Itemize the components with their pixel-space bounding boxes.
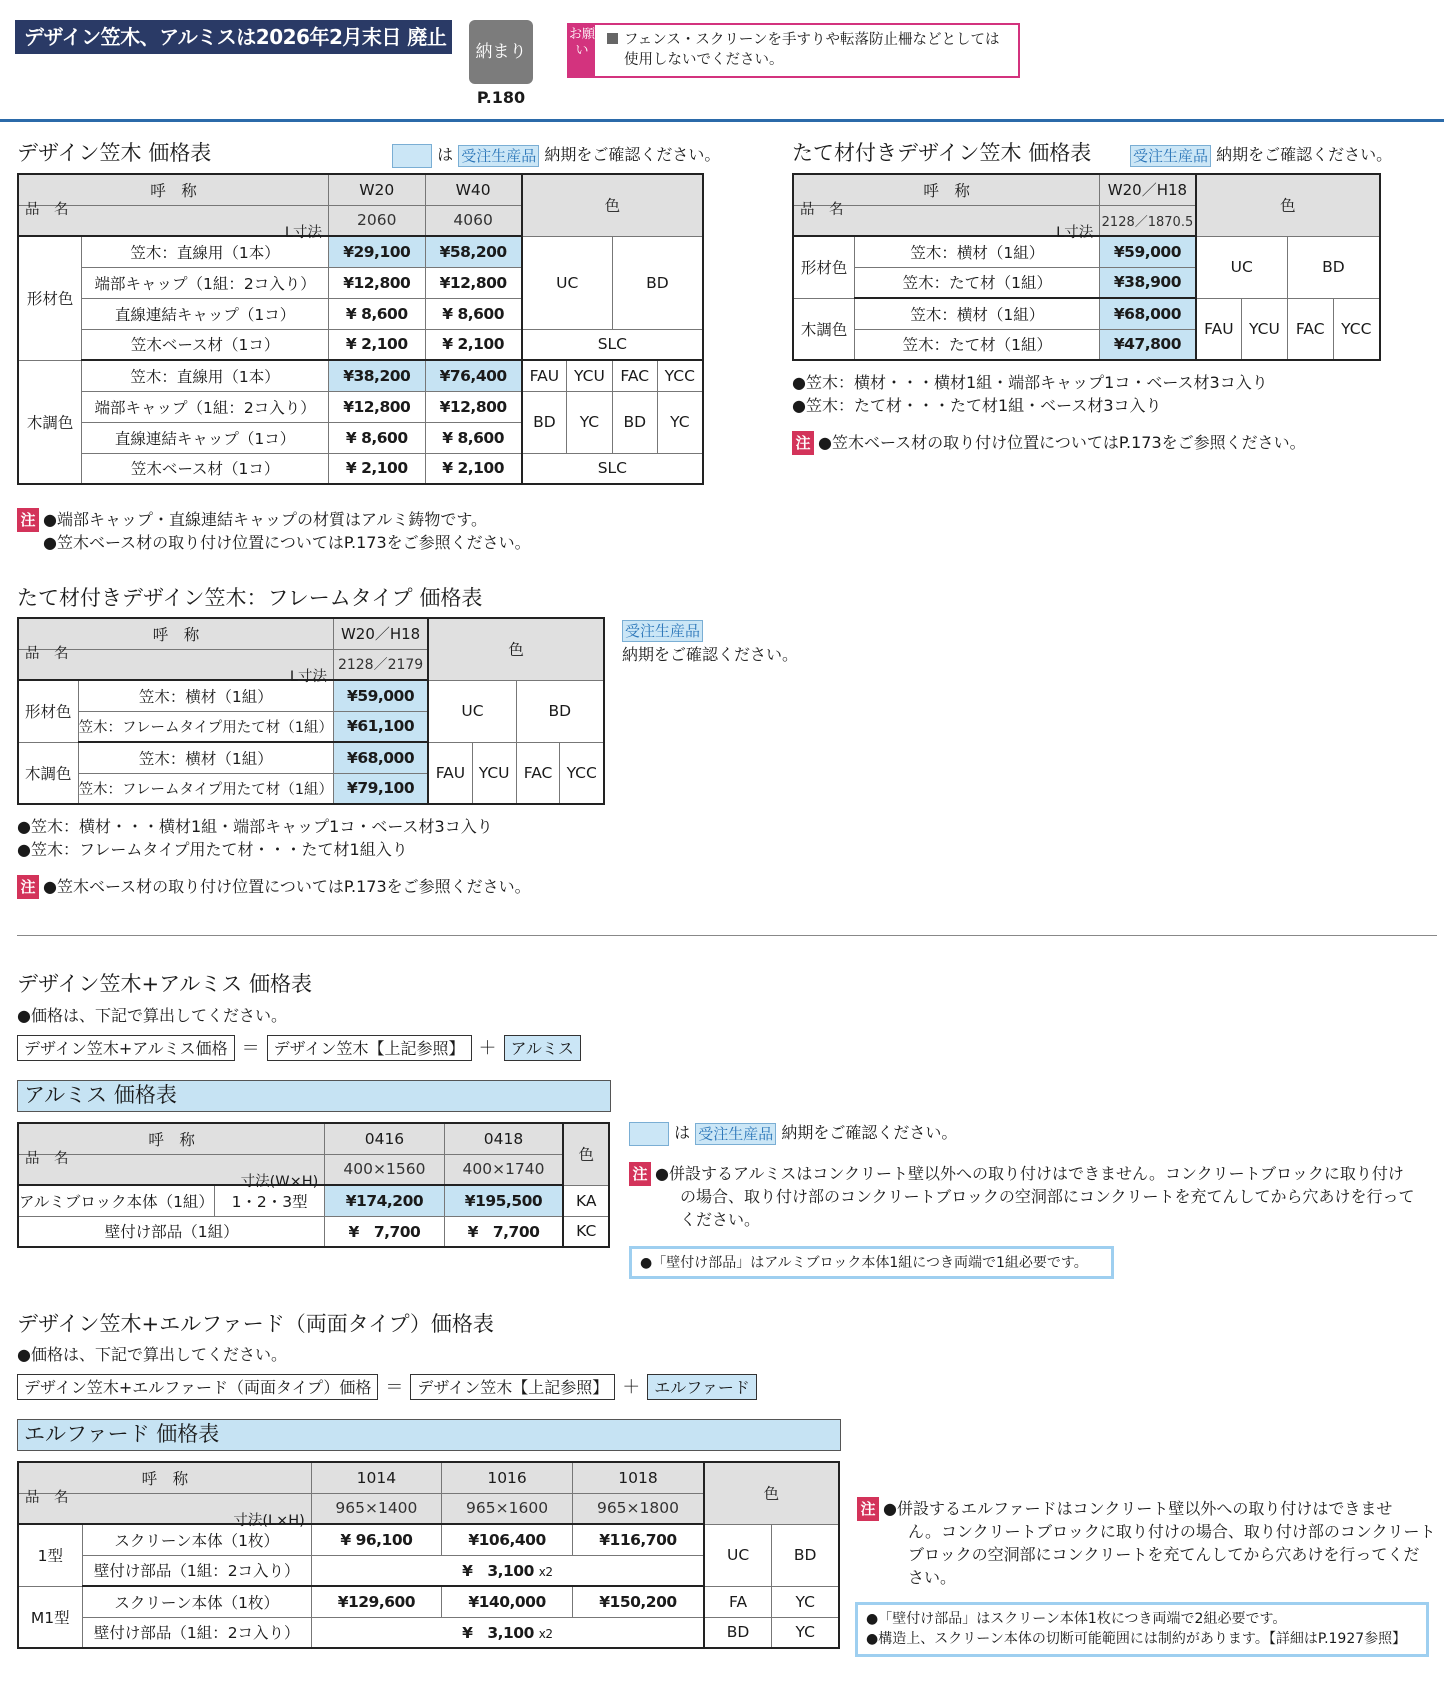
elfard-color: YC [772, 1617, 839, 1648]
request-box [567, 23, 1020, 78]
t1-color: FAC [612, 360, 657, 391]
chu-tag: 注 [792, 431, 814, 455]
t2-color: FAC [1287, 298, 1333, 360]
elfard-col: 1014 [311, 1462, 441, 1493]
t2-note3: 注 ●笠木ベース材の取り付け位置についてはP.173をご参照ください。 [792, 431, 1306, 455]
t3-item: 笠木：横材（1組） [78, 680, 333, 711]
alumis-note-l3: ください。 [680, 1210, 761, 1229]
t3-item: 笠木：横材（1組） [78, 742, 333, 773]
t1-color: UC [522, 236, 613, 329]
t1-color: BD [612, 391, 657, 453]
t2-note1: ●笠木：横材・・・横材1組・端部キャップ1コ・ベース材3コ入り [792, 373, 1268, 392]
t2-title: たて材付きデザイン笠木 価格表 [792, 141, 1092, 165]
elfard-color: BD [704, 1617, 772, 1648]
t2-col: W20／H18 [1100, 174, 1196, 205]
elfard-note: 注 ●併設するエルファードはコンクリート壁以外への取り付けはできませ [857, 1497, 1392, 1521]
t3-price: ¥68,000 [333, 742, 428, 773]
t2-price: ¥38,900 [1100, 267, 1196, 298]
elfard-dim: 965×1800 [573, 1493, 704, 1524]
t2-item: 笠木：横材（1組） [855, 298, 1100, 329]
t3-price: ¥79,100 [333, 773, 428, 804]
t3-color: YCC [560, 742, 604, 804]
t3-table: 呼 称 W20／H18 色 L寸法 品 名 2128／2179 形材色 笠木：横材（1組） ¥59,000 UC BD 笠木：フレームタイプ用たて材（1組） ¥61,100 木調色 笠木：横材（1組） ¥68,000 FAU YCU FAC YCC 笠木：フレームタイプ用たて材（1組） ¥79,100 [17, 617, 605, 805]
t1-price: ¥58,200 [425, 236, 522, 267]
elfard-wall-price: ¥ 3,100 x2 [311, 1617, 703, 1648]
t1-item: 端部キャップ（1組：2コ入り） [82, 267, 329, 298]
t2-item: 笠木：たて材（1組） [855, 267, 1100, 298]
elfard-price: ¥ 96,100 [311, 1524, 441, 1555]
elfard-note-l3: ブロックの空洞部にコンクリートを充てんしてから穴あけを行ってくだ [908, 1545, 1420, 1564]
t3-len: 2128／2179 [333, 649, 428, 680]
alumis-type: 1・2・3型 [214, 1185, 324, 1216]
t2-item: 笠木：たて材（1組） [855, 329, 1100, 360]
request-tag: お願い [569, 25, 595, 76]
t2-legend: 受注生産品 納期をご確認ください。 [1130, 143, 1392, 167]
t3-legend [622, 618, 703, 642]
t2-iro: 色 [1196, 174, 1380, 236]
t1-item: 笠木ベース材（1コ） [82, 329, 329, 360]
t2-item: 笠木：横材（1組） [855, 236, 1100, 267]
alumis-item: 壁付け部品（1組） [18, 1216, 325, 1247]
chu-tag: 注 [629, 1162, 651, 1186]
t1-price: ¥ 2,100 [328, 453, 425, 484]
t3-item: 笠木：フレームタイプ用たて材（1組） [78, 773, 333, 804]
alumis-col: 0418 [444, 1123, 563, 1154]
elfard-col: 1016 [441, 1462, 572, 1493]
elfard-iro: 色 [704, 1462, 839, 1524]
juchu-badge: 受注生産品 [695, 1123, 776, 1145]
alumis-yobi: 呼 称 [18, 1123, 325, 1154]
t3-color: UC [428, 680, 516, 742]
elfard-item: 壁付け部品（1組：2コ入り） [82, 1617, 311, 1648]
alumis-dim: 400×1740 [444, 1154, 563, 1185]
t3-color: FAC [516, 742, 560, 804]
t1-iro: 色 [522, 174, 703, 236]
formula-total: デザイン笠木+エルファード（両面タイプ）価格 [17, 1374, 378, 1400]
alumis-dim: 400×1560 [325, 1154, 444, 1185]
formula-kasagi: デザイン笠木【上記参照】 [410, 1374, 615, 1400]
t3-group-1: 形材色 [18, 680, 78, 742]
chu-tag: 注 [17, 508, 39, 532]
t1-price: ¥12,800 [425, 267, 522, 298]
t2-group-2: 木調色 [793, 298, 855, 360]
t1-notes: 注 ●端部キャップ・直線連結キャップの材質はアルミ鋳物です。 [17, 508, 487, 532]
t1-item: 直線連結キャップ（1コ） [82, 298, 329, 329]
elfard-bar: エルファード 価格表 [17, 1419, 841, 1451]
elfard-price: ¥106,400 [441, 1524, 572, 1555]
header-rule [0, 119, 1444, 122]
t2-price: ¥59,000 [1100, 236, 1196, 267]
t1-price: ¥ 2,100 [425, 453, 522, 484]
t1-item: 端部キャップ（1組：2コ入り） [82, 391, 329, 422]
elfard-col: 1018 [573, 1462, 704, 1493]
elfard-item: スクリーン本体（1枚） [82, 1524, 311, 1555]
alumis-legend: は 受注生産品 納期をご確認ください。 [629, 1121, 957, 1146]
alumis-price: ¥ 7,700 [325, 1216, 444, 1247]
elfard-price: ¥116,700 [573, 1524, 704, 1555]
elfard-group-2: M1型 [18, 1586, 82, 1648]
alumis-note-l2: の場合、取り付け部のコンクリートブロックの空洞部にコンクリートを充てんしてから穴あけを行って [680, 1187, 1415, 1206]
t2-color: BD [1287, 236, 1380, 298]
alumis-note: 注 ●併設するアルミスはコンクリート壁以外への取り付けはできません。コンクリートブロックに取り付け [629, 1162, 1404, 1186]
t1-item: 直線連結キャップ（1コ） [82, 422, 329, 453]
t3-color: YCU [472, 742, 516, 804]
alumis-title: デザイン笠木+アルミス 価格表 [17, 972, 312, 996]
t2-group-1: 形材色 [793, 236, 855, 298]
t3-yobi: 呼 称 [18, 618, 333, 649]
t3-group-2: 木調色 [18, 742, 78, 804]
alumis-calc: ●価格は、下記で算出してください。 [17, 1006, 287, 1025]
elfard-formula: デザイン笠木+エルファード（両面タイプ）価格 ＝ デザイン笠木【上記参照】 ＋ エルファード [17, 1374, 757, 1401]
alumis-item: アルミブロック本体（1組） [18, 1185, 214, 1216]
elfard-wall-price: ¥ 3,100 x2 [311, 1555, 703, 1586]
t1-price: ¥76,400 [425, 360, 522, 391]
t2-note2: ●笠木：たて材・・・たて材1組・ベース材3コ入り [792, 396, 1162, 415]
alumis-price: ¥174,200 [325, 1185, 444, 1216]
t1-legend: は 受注生産品 納期をご確認ください。 [392, 143, 720, 168]
t1-price: ¥ 8,600 [328, 422, 425, 453]
formula-total: デザイン笠木+アルミス価格 [17, 1035, 235, 1061]
elfard-dim: 965×1600 [441, 1493, 572, 1524]
chu-tag: 注 [857, 1497, 879, 1521]
elfard-group-1: 1型 [18, 1524, 82, 1586]
t1-item: 笠木：直線用（1本） [82, 236, 329, 267]
t1-color: SLC [522, 329, 703, 360]
elfard-info: ●「壁付け部品」はスクリーン本体1枚につき両端で2組必要です。 ●構造上、スクリーン本体の切断可能範囲には制約があります。【詳細はP.1927参照】 [855, 1602, 1429, 1657]
t2-len: 2128／1870.5 [1100, 205, 1196, 236]
t2-yobi: 呼 称 [793, 174, 1100, 205]
t1-price: ¥ 2,100 [425, 329, 522, 360]
t1-item: 笠木ベース材（1コ） [82, 453, 329, 484]
t1-title: デザイン笠木 価格表 [17, 141, 212, 165]
t1-price: ¥12,800 [425, 391, 522, 422]
t1-color: YCU [567, 360, 613, 391]
t1-col-w20: W20 [328, 174, 425, 205]
t1-color: YC [567, 391, 613, 453]
t1-table: 呼 称 W20 W40 色 L寸法 品 名 2060 4060 形材色 笠木：直線用（1本） ¥29,100 ¥58,200 UC BD 端部キャップ（1組：2コ入り） ¥12,800 ¥12,800 直線連結キャップ（1コ） ¥ 8,600 ¥ 8,600 笠木ベース材（1コ） ¥ 2,100 ¥ 2,100 SLC 木調色 笠木：直線用（1本） ¥38,200 ¥76,400 FAU YCU FAC YCC 端部キャップ（1組：2コ入り） ¥12,800 ¥12,800 BD YC BD YC 直線連結キャップ（1コ） ¥ 8,600 ¥ 8,600 笠木ベース材（1コ） ¥ 2,100 ¥ 2,100 SLC [17, 173, 704, 485]
t3-legend-text: 納期をご確認ください。 [622, 645, 799, 664]
t3-iro: 色 [428, 618, 604, 680]
t3-price: ¥59,000 [333, 680, 428, 711]
t1-color: SLC [522, 453, 703, 484]
elfard-note-l2: ん。コンクリートブロックに取り付けの場合、取り付け部のコンクリート [908, 1522, 1436, 1541]
t3-title: たて材付きデザイン笠木：フレームタイプ 価格表 [17, 586, 483, 610]
t1-price: ¥ 8,600 [328, 298, 425, 329]
alumis-table: 呼 称 0416 0418 色 寸法(W×H) 品 名 400×1560 400×1740 アルミブロック本体（1組） 1・2・3型 ¥174,200 ¥195,500 KA 壁付け部品（1組） ¥ 7,700 ¥ 7,700 KC [17, 1122, 610, 1248]
t1-color: BD [612, 236, 703, 329]
elfard-color: FA [704, 1586, 772, 1617]
t3-col: W20／H18 [333, 618, 428, 649]
t1-item: 笠木：直線用（1本） [82, 360, 329, 391]
formula-alumis: アルミス [504, 1035, 581, 1061]
t1-group-1: 形材色 [18, 236, 82, 360]
elfard-dim: 965×1400 [311, 1493, 441, 1524]
osamari-badge[interactable]: 納まり [469, 20, 533, 84]
elfard-title: デザイン笠木+エルファード（両面タイプ）価格表 [17, 1312, 494, 1336]
t3-note2: ●笠木：フレームタイプ用たて材・・・たて材1組入り [17, 840, 408, 859]
alumis-col: 0416 [325, 1123, 444, 1154]
elfard-price: ¥140,000 [441, 1586, 572, 1617]
t1-len-w40: 4060 [425, 205, 522, 236]
t1-price: ¥ 2,100 [328, 329, 425, 360]
elfard-note-l4: さい。 [908, 1568, 957, 1587]
t3-item: 笠木：フレームタイプ用たて材（1組） [78, 711, 333, 742]
t1-color: YC [657, 391, 703, 453]
juchu-badge: 受注生産品 [458, 145, 539, 167]
t2-color: YCU [1241, 298, 1287, 360]
t1-color: BD [522, 391, 567, 453]
elfard-color: BD [772, 1524, 839, 1586]
t2-table: 呼 称 W20／H18 色 L寸法 品 名 2128／1870.5 形材色 笠木：横材（1組） ¥59,000 UC BD 笠木：たて材（1組） ¥38,900 木調色 笠木：横材（1組） ¥68,000 FAU YCU FAC YCC 笠木：たて材（1組） ¥47,800 [792, 173, 1381, 361]
t2-price: ¥68,000 [1100, 298, 1196, 329]
t3-color: FAU [428, 742, 472, 804]
elfard-price: ¥129,600 [311, 1586, 441, 1617]
t3-note3: 注 ●笠木ベース材の取り付け位置についてはP.173をご参照ください。 [17, 875, 531, 899]
t1-note2: ●笠木ベース材の取り付け位置についてはP.173をご参照ください。 [43, 533, 531, 552]
t1-price: ¥29,100 [328, 236, 425, 267]
t2-color: FAU [1196, 298, 1242, 360]
chu-tag: 注 [17, 875, 39, 899]
elfard-table: 呼 称 1014 1016 1018 色 寸法(L×H) 品 名 965×1400 965×1600 965×1800 1型 スクリーン本体（1枚） ¥ 96,100 ¥106,400 ¥116,700 UC BD 壁付け部品（1組：2コ入り） ¥ 3,100 x2 M1型 スクリーン本体（1枚） ¥129,600 ¥140,000 ¥150,200 FA YC 壁付け部品（1組：2コ入り） ¥ 3,100 x2 BD YC [17, 1461, 840, 1649]
elfard-price: ¥150,200 [573, 1586, 704, 1617]
alumis-iro: 色 [563, 1123, 609, 1185]
formula-elfard: エルファード [647, 1374, 757, 1400]
t3-price: ¥61,100 [333, 711, 428, 742]
elfard-color: YC [772, 1586, 839, 1617]
t2-color: UC [1196, 236, 1288, 298]
t1-price: ¥12,800 [328, 267, 425, 298]
elfard-calc: ●価格は、下記で算出してください。 [17, 1345, 287, 1364]
t1-color: YCC [657, 360, 703, 391]
t1-price: ¥ 8,600 [425, 422, 522, 453]
t1-price: ¥38,200 [328, 360, 425, 391]
t2-color: YCC [1333, 298, 1380, 360]
t1-yobi: 呼 称 [18, 174, 328, 205]
section-divider [17, 935, 1437, 936]
alumis-price: ¥ 7,700 [444, 1216, 563, 1247]
elfard-color: UC [704, 1524, 772, 1586]
elfard-item: スクリーン本体（1枚） [82, 1586, 311, 1617]
osamari-page-ref: P.180 [476, 88, 526, 107]
legend-swatch [392, 144, 432, 168]
t3-note1: ●笠木：横材・・・横材1組・端部キャップ1コ・ベース材3コ入り [17, 817, 493, 836]
juchu-badge: 受注生産品 [622, 620, 703, 642]
alumis-color: KC [563, 1216, 609, 1247]
alumis-bar: アルミス 価格表 [17, 1080, 611, 1112]
alumis-formula: デザイン笠木+アルミス価格 ＝ デザイン笠木【上記参照】 ＋ アルミス [17, 1035, 581, 1062]
t1-price: ¥12,800 [328, 391, 425, 422]
t1-color: FAU [522, 360, 567, 391]
t1-col-w40: W40 [425, 174, 522, 205]
juchu-badge: 受注生産品 [1130, 145, 1211, 167]
t1-len-w20: 2060 [328, 205, 425, 236]
request-text: フェンス・スクリーンを手すりや転落防止柵などとしては 使用しないでください。 [607, 30, 1000, 70]
alumis-price: ¥195,500 [444, 1185, 563, 1216]
discontinue-banner: デザイン笠木、アルミスは2026年2月末日 廃止予定 [15, 20, 452, 54]
formula-kasagi: デザイン笠木【上記参照】 [267, 1035, 472, 1061]
t2-price: ¥47,800 [1100, 329, 1196, 360]
elfard-yobi: 呼 称 [18, 1462, 311, 1493]
square-bullet-icon [607, 33, 618, 44]
t1-price: ¥ 8,600 [425, 298, 522, 329]
alumis-color: KA [563, 1185, 609, 1216]
alumis-info: ●「壁付け部品」はアルミブロック本体1組につき両端で1組必要です。 [629, 1246, 1114, 1279]
t3-color: BD [516, 680, 604, 742]
elfard-item: 壁付け部品（1組：2コ入り） [82, 1555, 311, 1586]
legend-swatch [629, 1122, 669, 1146]
t1-group-2: 木調色 [18, 360, 82, 484]
